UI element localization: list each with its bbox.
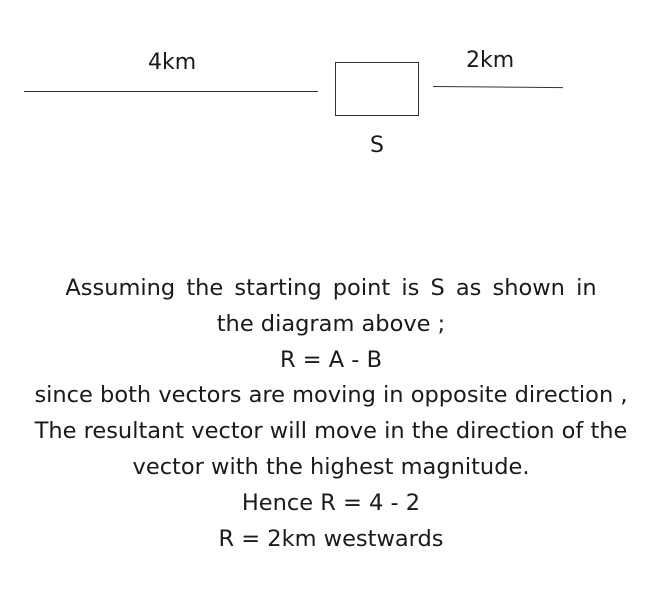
right-vector-line bbox=[433, 86, 563, 88]
left-vector-line bbox=[24, 91, 318, 92]
explanation-line: Assuming the starting point is S as shown in bbox=[65, 275, 597, 301]
equation-line: Hence R = 4 - 2 bbox=[241, 489, 421, 516]
right-vector-label: 2km bbox=[466, 48, 515, 73]
start-point-label: S bbox=[370, 133, 384, 158]
explanation-line: vector with the highest magnitude. bbox=[132, 453, 530, 480]
equation-line: R = A - B bbox=[279, 346, 383, 373]
explanation-text bbox=[0, 271, 662, 557]
explanation-line: the diagram above ; bbox=[216, 310, 446, 337]
explanation-line: since both vectors are moving in opposite direction , bbox=[34, 382, 628, 409]
explanation-line: The resultant vector will move in the direction of the bbox=[34, 418, 628, 445]
start-point-box bbox=[335, 62, 419, 116]
left-vector-label: 4km bbox=[148, 50, 197, 75]
result-line: R = 2km westwards bbox=[218, 525, 444, 552]
